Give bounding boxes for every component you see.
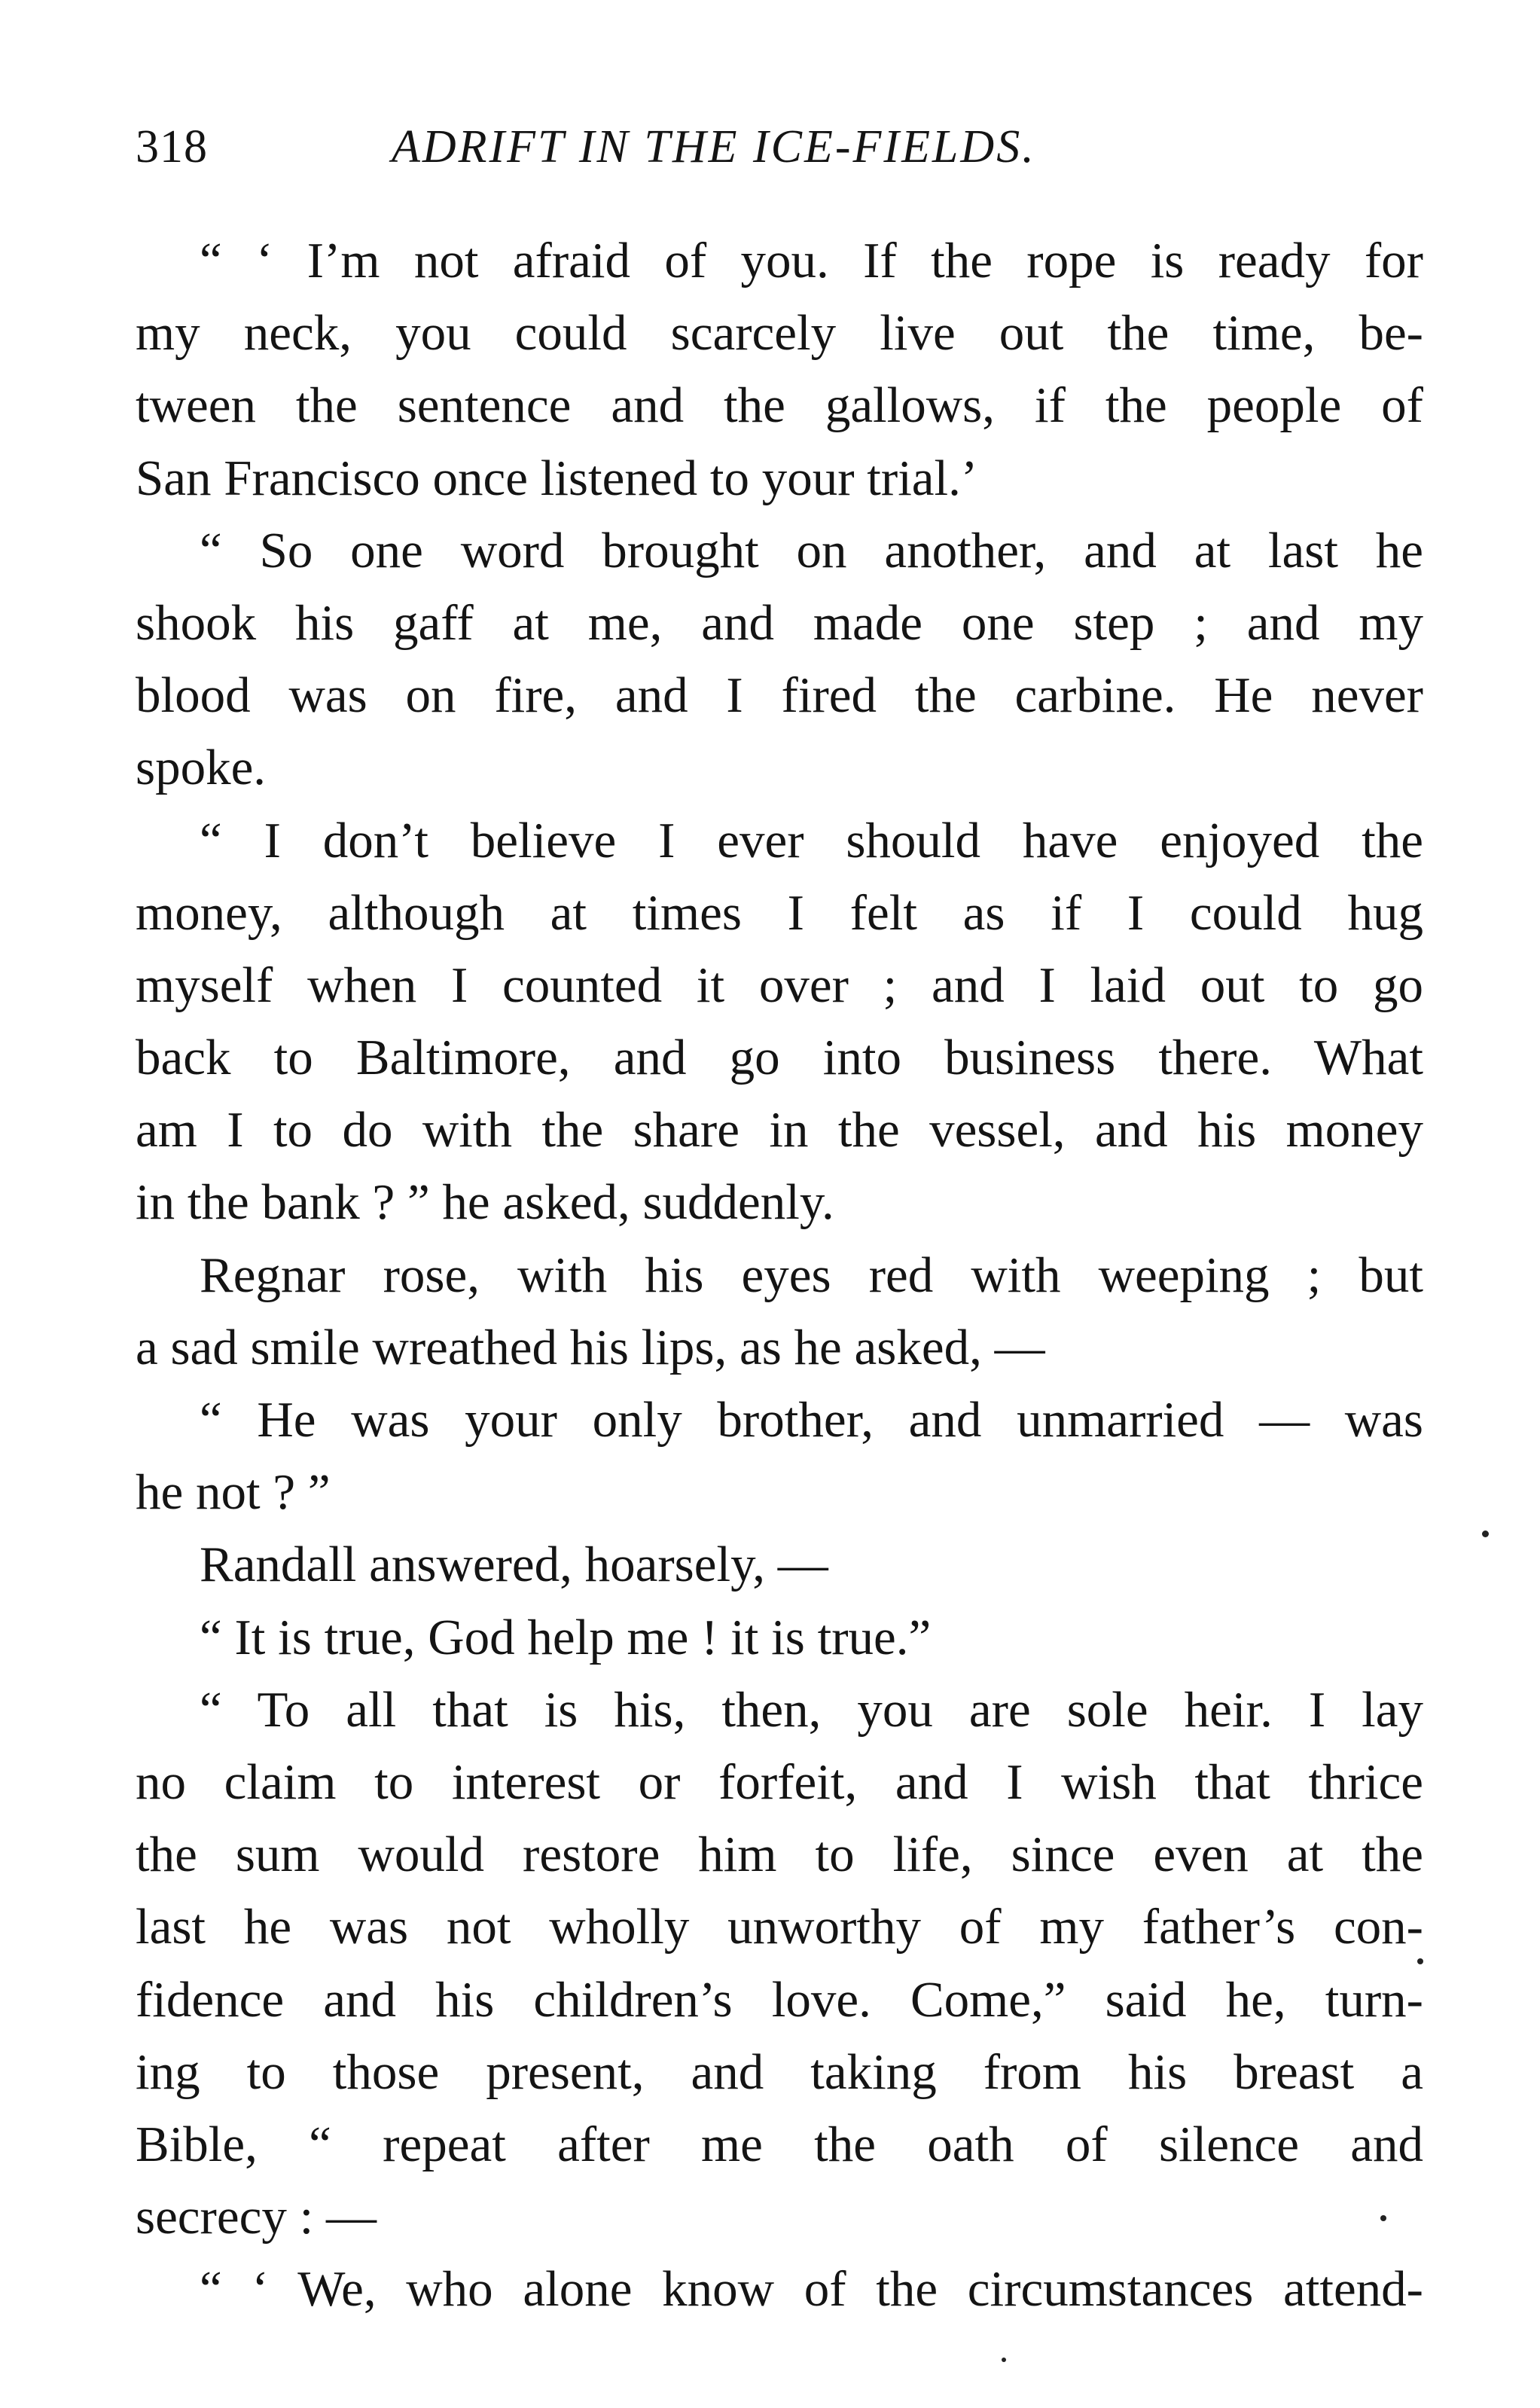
text-line: ing to those present, and taking from his breast a <box>136 2043 1423 2100</box>
text-line: “ I don’t believe I ever should have enjoyed the <box>200 812 1423 868</box>
text-line: in the bank ? ” he asked, suddenly. <box>136 1174 834 1231</box>
text-line: “ ‘ We, who alone know of the circumstances attend- <box>200 2261 1423 2318</box>
text-line: blood was on fire, and I fired the carbine. He never <box>136 667 1423 724</box>
text-line: Bible, “ repeat after me the oath of silence and <box>136 2116 1423 2172</box>
text-line: am I to do with the share in the vessel, and his money <box>136 1102 1423 1158</box>
text-line: myself when I counted it over ; and I laid out to go <box>136 957 1423 1013</box>
scan-speck <box>1417 1958 1423 1964</box>
text-line: secrecy : — <box>136 2189 377 2245</box>
text-line: San Francisco once listened to your trial.’ <box>136 450 978 506</box>
scan-speck <box>1380 2215 1386 2221</box>
page-number: 318 <box>136 121 208 172</box>
text-line: my neck, you could scarcely live out the time, be- <box>136 305 1423 362</box>
text-line: last he was not wholly unworthy of my father’s con- <box>136 1899 1423 1955</box>
scan-speck <box>1002 2358 1006 2362</box>
text-line: “ He was your only brother, and unmarried — was <box>200 1392 1423 1448</box>
body-text <box>136 224 1423 2325</box>
text-line: tween the sentence and the gallows, if the people of <box>136 377 1423 434</box>
text-line: no claim to interest or forfeit, and I wish that thrice <box>136 1753 1423 1810</box>
running-title: ADRIFT IN THE ICE-FIELDS. <box>392 121 1036 172</box>
text-line: Randall answered, hoarsely, — <box>200 1537 828 1593</box>
text-line: “ To all that is his, then, you are sole heir. I lay <box>200 1681 1423 1738</box>
text-line: spoke. <box>136 740 267 796</box>
text-line: “ So one word brought on another, and at last he <box>200 522 1423 578</box>
text-line: money, although at times I felt as if I could hug <box>136 884 1423 941</box>
text-line: the sum would restore him to life, since even at the <box>136 1827 1423 1883</box>
text-line: a sad smile wreathed his lips, as he asked, — <box>136 1319 1045 1375</box>
text-line: he not ? ” <box>136 1464 331 1521</box>
text-line: shook his gaff at me, and made one step ; and my <box>136 594 1423 651</box>
text-line: “ It is true, God help me ! it is true.” <box>200 1609 932 1665</box>
running-head <box>136 113 1423 181</box>
text-line: “ ‘ I’m not afraid of you. If the rope is ready for <box>200 233 1423 288</box>
text-line: back to Baltimore, and go into business there. What <box>136 1030 1423 1086</box>
text-line: Regnar rose, with his eyes red with weeping ; but <box>200 1247 1423 1303</box>
scan-speck <box>1482 1531 1489 1537</box>
text-line: fidence and his children’s love. Come,” said he, turn- <box>136 1971 1423 2028</box>
